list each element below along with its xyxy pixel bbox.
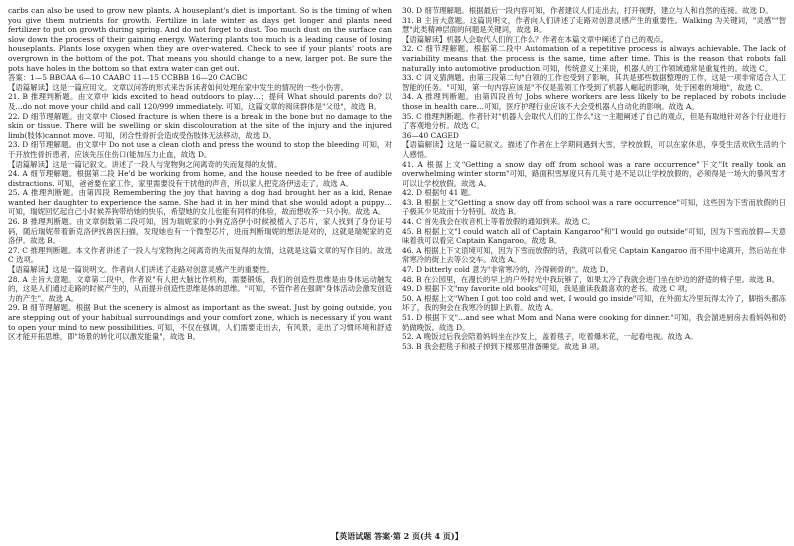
left-paragraph: 28. A 主旨大意题。文章第二段中，作者说"有人把大脑比作机构，需要锻炼，我们的创造性思维是由身体运动触发的，这是人们通过走路的时候产生的，从而提升创造性思维是体的思维。"可知，不管作者在强调"身体活动会激发创造力的产生"。故选 A。: [8, 274, 392, 303]
left-column: [8, 6, 392, 526]
right-paragraph: 43. B 根据上文"Getting a snow day off from school was a rare occurrence"可知，这些因为下雪而放假的日子极其少见故而十分特别。故选 B。: [402, 197, 786, 217]
right-paragraph: 46. A 根据上下文语境可知，因为下雪而放假的话，我就可以看完 Captain Kangaroo 而不用中途离开，然后站在非常寒冷的街上去等公交车。故选 A。: [402, 245, 786, 265]
right-paragraph: 36—40 CAGED: [402, 130, 459, 140]
right-paragraph: 47. D bitterly cold 意为"非常寒冷的，冷得刺骨的"。故选 D。: [402, 265, 613, 275]
right-paragraph: 34. A 推理判断题。由第四段首句 Jobs where workers are less likely to be replaced by robots include those in health care…可知，医疗护理行业应该不大会受机器人自动化的影响。故选 A。: [402, 92, 786, 111]
right-paragraph: 50. A 根据上文"When I got too cold and wet, I would go inside"可知，在外面太冷里玩得太冷了，脚指头都冻坏了，我的狗会在我寒冷的脚上趴着。故选 A。: [402, 293, 786, 313]
left-paragraph: 27. C 推理判断题。本文作者讲述了一段人与宠物狗之间离奇的失而复得的友情，这就是这篇文章的写作目的。故选 C 选项。: [8, 245, 392, 265]
right-paragraph: 44. C 首先我会在收音机上等着放假的通知到来。故选 C。: [402, 217, 595, 227]
left-paragraph: 【语篇解读】这是一篇应用文。文章以问答的形式来告诉读者如何处理在家中发生的情况的一些小伤害。: [8, 82, 348, 92]
left-paragraph: 【语篇解读】这是一篇说明文。作者向人们讲述了走路对创意灵感产生的重要性。: [8, 265, 275, 275]
right-paragraph: 41. A 根据上文"Getting a snow day off from school was a rare occurrence"下文"It really took an overwhelming winter storm"可知，路面积雪厚度只有几英寸是不足以让学校放假的，必须得是一场大的暴风雪才可以让学校放假。故选 A。: [402, 159, 786, 188]
left-paragraph: 22. D 细节理解题。由文章中 Closed fracture is when there is a break in the bone but no damage to the skin or tissue. There will be swelling or skin discolouration at the site of the injury and the injured limb(肢体)cannot move. 可知，闭合性骨折会造成受伤肢体无法移动，故选 D。: [8, 111, 392, 140]
right-paragraph: 30. D 细节理解题。根据最后一段内容可知，作者建议人们走出去，打开视野，建立与人和自然的连接。故选 D。: [402, 6, 773, 15]
right-paragraph: 48. B 在公园里，在漫长的早上的户外时光中我玩够了，如果太冷了我就会进门坐在炉边的舒适的椅子里。故选 B。: [402, 274, 780, 284]
right-paragraph: 【语篇解读】机器人会取代人们的工作么？作者在本篇文章中阐述了自己的观点。: [402, 34, 669, 44]
page-footer: 【英语试题 答案·第 2 页(共 4 页)】: [331, 531, 463, 541]
right-paragraph: 53. B 我会把毯子和被子掉到下楼那里准备睡觉。故选 B 项。: [402, 341, 604, 351]
left-paragraph: 23. D 细节理解题。由文章中 Do not use a clean cloth and press the wound to stop the bleeding 可知，对于开放性骨折患者，应该先压住伤口(能加压力止血，故选 D。: [8, 140, 392, 159]
left-paragraph: 答案：1—5 BBCAA 6—10 CAABC 11—15 CCBBB 16—20 CACBC: [8, 73, 248, 83]
right-paragraph: 31. B 主旨大意题。这篇说明文，作者向人们讲述了走路对创意灵感产生的重要性。Walking 为关键词，"灵感""智慧"此类精神层面的问题是关键词，故选 B。: [402, 15, 786, 35]
right-paragraph: 49. D 根据下文"my favorite old books"可知，我是重读我最喜欢的老书。故选 C 项。: [402, 284, 693, 294]
left-paragraph: 29. B 细节理解题。根据 But the scenery is almost as important as the sweat. Just by going outside, you are stepping out of your habitual surroundings and your comfort zone, which is necessary if you want to open your mind to new possibilities. 可知，不仅在强调，人们需要走出去，有风景，走出了习惯环境和舒适区才能开拓思维，即"场景的转化可以激发能量"，故选 B。: [8, 303, 392, 342]
right-paragraph: 42. D 根据句 41 题。: [402, 188, 476, 198]
right-paragraph: 【语篇解读】这是一篇记叙文。描述了作者在上学期间遇到大雪，学校放假，可以在家休息，享受生活欢欣生活的个人感悟。: [402, 140, 786, 159]
left-paragraph: 26. B 推理判断题。由文章倒数第二段可知，因为瑞妮家的小狗克洛伊小时候被植入了芯片，家人找到了身份证号码，随后瑞妮带着新克洛伊找兽医扫描，发现她也有一个微型芯片，进而判断瑞妮的想法是对的，这就是瑞妮家的克洛伊。故选 B。: [8, 217, 392, 246]
left-paragraph: 【语篇解读】这是一篇记叙文。讲述了一段人与宠物狗之间离奇的失而复得的友情。: [8, 159, 282, 169]
right-paragraph: 51. D 根据下文"…and see what Mom and Nana were cooking for dinner."可知，我会溜进厨房去看妈妈和奶奶做晚饭。故选 D。: [402, 313, 786, 332]
left-paragraph: 25. A 推理判断题。由第四段 Remembering the joy that having a dog had brought her as a kid, Renae wanted her daughter to experience the same. She had it in her mind that she would adopt a puppy…可知，瑞妮回忆起自己小时候养狗带给她的快乐，希望她的女儿也能有同样的体验，故而想收养一只小狗。故选 A。: [8, 188, 392, 217]
right-paragraph: 45. B 根据上文"I could watch all of Captain Kangaroo"和"I would go outside"可知，因为下雪而放假—天意味着我可以看完 Captain Kangaroo。故选 B。: [402, 226, 786, 246]
right-paragraph: 33. C 词义猜测题。由第三段第二句"白领的工作也受到了影响，其共是那些数据整理的工作，这是一项非常适合人工智能的任务。"可知，第一句内容应该是"不仅是蓝领工作受到了机器人崛起的影响，处于困难的境地"，故选 C。: [402, 73, 786, 92]
right-paragraph: 35. C 推理判断题。作者针对"机器人会取代人们的工作么"这一主题阐述了自己的观点，但是有取地针对各个行业进行了客观地分析。故选 C。: [402, 111, 786, 131]
right-paragraph: 32. C 细节理解题。根据第二段中 Automation of a repetitive process is always achievable. The lack of variability means that the process is the same, time after time. This is the reason that robots fall naturally into automotive production 可知，传统意义上来说，机器人的工作领域通常是重复性的。故选 C。: [402, 44, 786, 73]
left-paragraph: 21. B 推理判断题。由文章中 kids excited to head outdoors to play…；提问 What should parents do? 以及…do not move your child and call 120/999 immediately. 可知，这篇文章的阅读群体是"父母"，故选 B。: [8, 92, 392, 111]
right-column: [402, 6, 786, 526]
left-paragraph: 24. A 细节理解题。根据第二段 He'd be working from home, and the house needed to be free of audible distractions. 可知，爸爸要在家工作，家里需要没有干扰他的声音，所以家人把克洛伊送走了。故选 A。: [8, 169, 392, 188]
left-paragraph: carbs can also be used to grow new plants. A houseplant's diet is important. So is the timing of when you give them nutrients for growth. Fertilize in late winter as days get longer and plants need fertilizer to put on growth during spring. And do not forget to dust. Too much dust on the surface can slow down the process of their gaining energy. Watering plants too much is a leading cause of losing houseplants. Plants lose oxygen when they are over-watered. Check to see if your plants' roots are overgrown in the bottom of the pot. That means you should change to a new, larger pot. Be sure the pots have holes in the bottom so that extra water can get out.: [8, 6, 392, 73]
right-paragraph: 52. A 晚饭过后我会陪着妈妈坐在沙发上，盖着毯子，吃着爆米花，一起看电视。故选 A。: [402, 332, 698, 342]
two-column-body: [8, 6, 786, 526]
